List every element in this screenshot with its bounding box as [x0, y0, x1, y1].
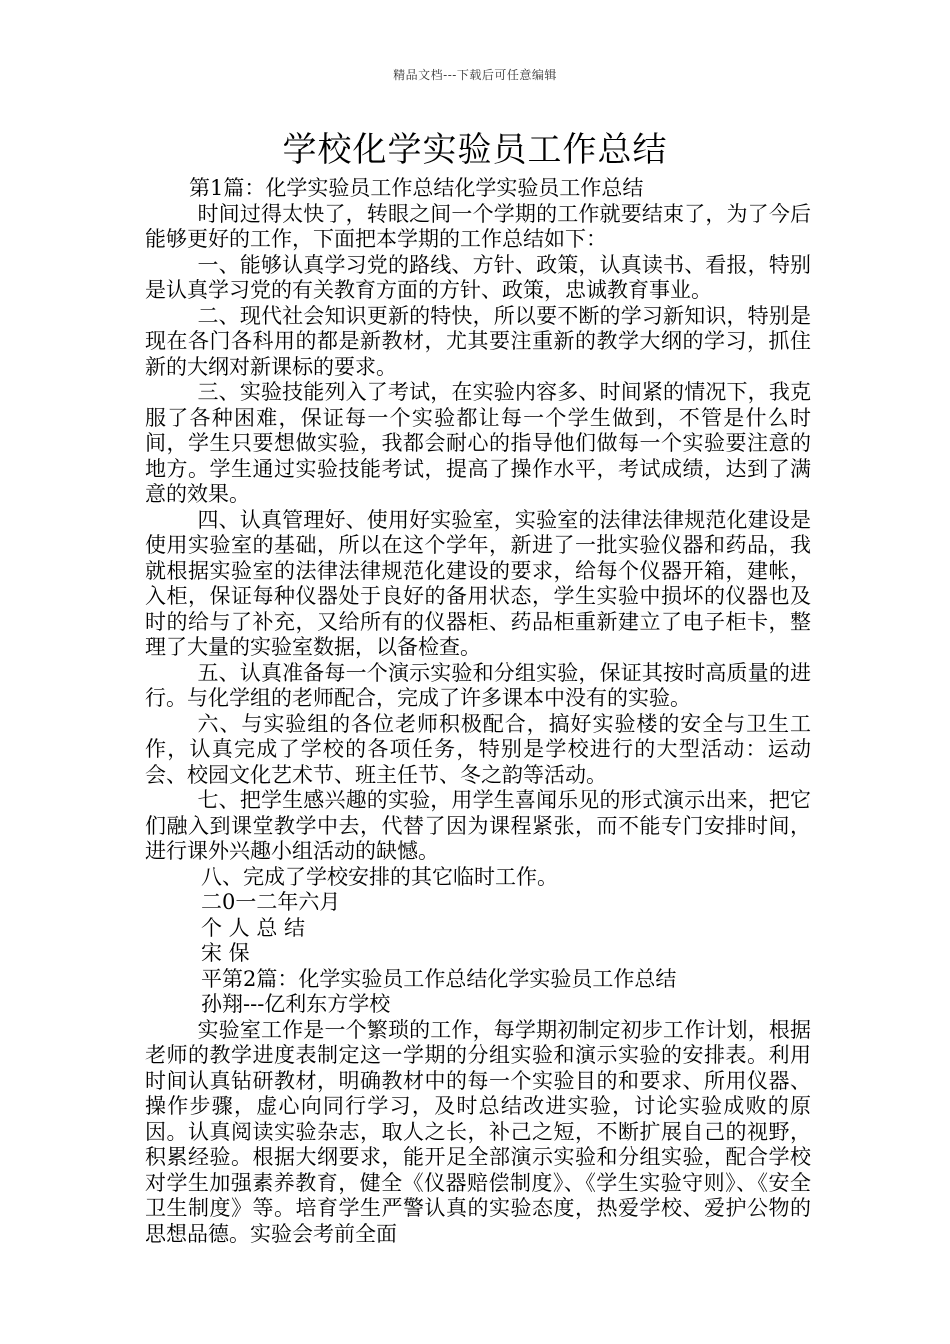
part2-heading: 平第2篇：化学实验员工作总结化学实验员工作总结	[201, 966, 677, 991]
date-line: 二0一二年六月	[201, 890, 341, 914]
part1-heading: 第1篇：化学实验员工作总结化学实验员工作总结	[189, 176, 644, 200]
document-title: 学校化学实验员工作总结	[282, 130, 668, 170]
paragraph: 五、认真准备每一个演示实验和分组实验，保证其按时高质量的进行。与化学组的老师配合，完成了许多课本中没有的实验。	[145, 660, 811, 710]
page-header: 精品文档---下载后可任意编辑	[393, 68, 557, 82]
paragraph: 一、能够认真学习党的路线、方针、政策，认真读书、看报，特别是认真学习党的有关教育方面的方针、政策，忠诚教育事业。	[145, 252, 811, 302]
paragraph: 四、认真管理好、使用好实验室，实验室的法律法律规范化建设是使用实验室的基础，所以在这个学年，新进了一批实验仪器和药品，我就根据实验室的法律法律规范化建设的要求，给每个仪器开箱，建帐，入柜，保证每种仪器处于良好的备用状态，学生实验中损坏的仪器也及时的给与了补充，又给所有的仪器柜、药品柜重新建立了电子柜卡，整理了大量的实验室数据，以备检查。	[145, 507, 811, 659]
signature-line: 个 人 总 结	[201, 915, 306, 940]
paragraph: 二、现代社会知识更新的特快，所以要不断的学习新知识，特别是现在各门各科用的都是新教材，尤其要注重新的教学大纲的学习，抓住新的大纲对新课标的要求。	[145, 303, 811, 379]
author-line: 孙翔---亿利东方学校	[201, 992, 391, 1016]
paragraph: 时间过得太快了，转眼之间一个学期的工作就要结束了，为了今后能够更好的工作，下面把本学期的工作总结如下：	[145, 201, 811, 251]
paragraph: 三、实验技能列入了考试，在实验内容多、时间紧的情况下，我克服了各种困难，保证每一个实验都让每一个学生做到，不管是什么时间，学生只要想做实验，我都会耐心的指导他们做每一个实验要注意的地方。学生通过实验技能考试，提高了操作水平，考试成绩，达到了满意的效果。	[145, 380, 811, 506]
document-body	[145, 176, 811, 1247]
paragraph: 七、把学生感兴趣的实验，用学生喜闻乐见的形式演示出来，把它们融入到课堂教学中去，代替了因为课程紧张，而不能专门安排时间，进行课外兴趣小组活动的缺憾。	[145, 788, 811, 863]
paragraph: 实验室工作是一个繁琐的工作，每学期初制定初步工作计划，根据老师的教学进度表制定这一学期的分组实验和演示实验的安排表。利用时间认真钻研教材，明确教材中的每一个实验目的和要求、所用仪器、操作步骤，虚心向同行学习，及时总结改进实验，讨论实验成败的原因。认真阅读实验杂志，取人之长，补己之短，不断扩展自己的视野，积累经验。根据大纲要求，能开足全部演示实验和分组实验，配合学校对学生加强素养教育，健全《仪器赔偿制度》、《学生实验守则》、《安全卫生制度》等。培育学生严警认真的实验态度，热爱学校、爱护公物的思想品德。实验会考前全面	[145, 1017, 811, 1246]
paragraph: 六、与实验组的各位老师积极配合，搞好实验楼的安全与卫生工作，认真完成了学校的各项任务，特别是学校进行的大型活动：运动会、校园文化艺术节、班主任节、冬之韵等活动。	[145, 711, 811, 787]
paragraph: 八、完成了学校安排的其它临时工作。	[201, 864, 558, 889]
signature-name: 宋 保	[201, 941, 250, 965]
